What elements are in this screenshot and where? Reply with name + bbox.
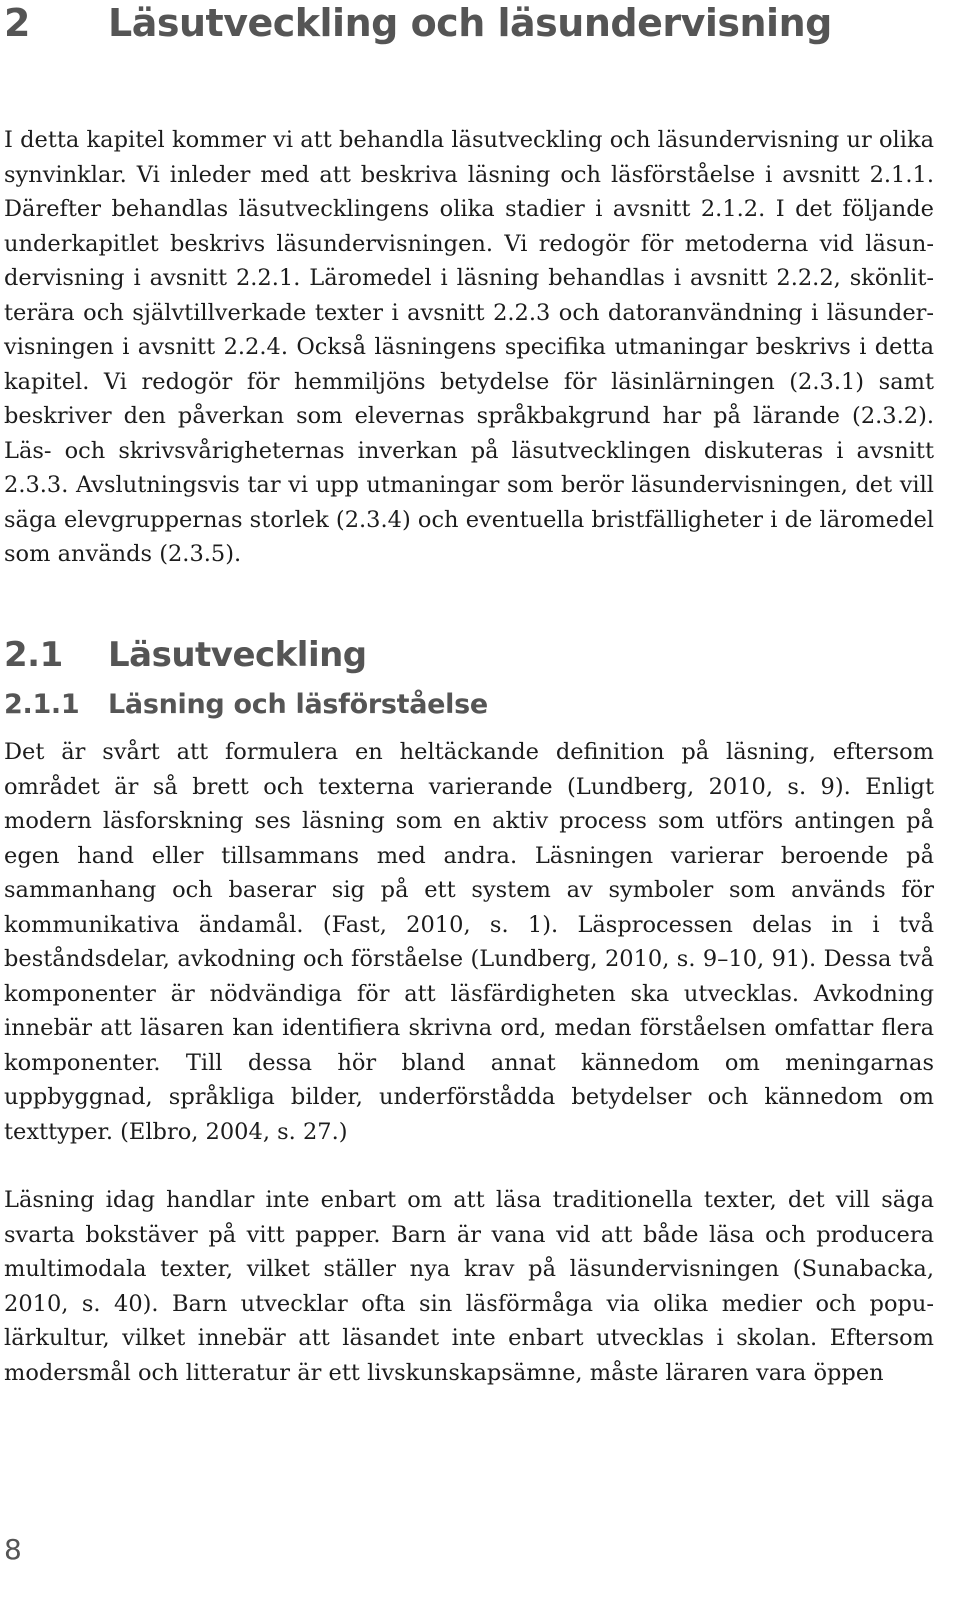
chapter-heading	[4, 0, 832, 46]
body-paragraph: Läsning idag handlar inte enbart om att läsa traditionella texter, det vill säga svarta bokstäver på vitt papper. Barn är vana vid att både läsa och producera multimodala texter, vilket ställer nya krav på läsundervisningen (Sunabacka, 2010, s. 40). Barn utvecklar ofta sin läsförmåga via olika medier och populärkultur, vilket innebär att läsandet inte enbart utvecklas i skolan. Eftersom modersmål och litteratur är ett livskunskapsämne, måste läraren vara öppen	[4, 1187, 934, 1386]
body-paragraph: Det är svårt att formulera en heltäckande definition på läsning, eftersom området är så brett och texterna varierande (Lundberg, 2010, s. 9). Enligt modern läsforskning ses läsning som en aktiv process som utförs antingen på egen hand eller tillsammans med andra. Läsningen varierar beroende på sammanhang och baserar sig på ett system av symboler som används för kommunikativa ändamål. (Fast, 2010, s. 1). Läsprocessen delas in i två beståndsdelar, avkodning och förståelse (Lundberg, 2010, s. 9–10, 91). Dessa två komponenter är nödvändiga för att läsfärdigheten ska utvecklas. Avkodning innebär att läsaren kan identifiera skrivna ord, medan förståelsen omfattar flera komponenter. Till dessa hör bland annat kännedom om meningarnas uppbyggnad, språkliga bilder, underförstådda betydelser och kännedom om texttyper. (Elbro, 2004, s. 27.)	[4, 739, 934, 1145]
section-number: 2.1	[4, 635, 63, 675]
intro-paragraph: I detta kapitel kommer vi att behandla läsutveckling och läsundervisning ur olika synvinklar. Vi inleder med att beskriva läsning och läsförståelse i avsnitt 2.1.1. Därefter behandlas läsutvecklingens olika stadier i avsnitt 2.1.2. I det följande underkapitlet beskrivs läsundervisningen. Vi redogör för metoderna vid läsundervisning i avsnitt 2.2.1. Läromedel i läsning behandlas i avsnitt 2.2.2, skönlitterära och självtillverkade texter i avsnitt 2.2.3 och datoranvändning i läsundervisningen i avsnitt 2.2.4. Också läsningens specifika utmaningar beskrivs i detta kapitel. Vi redogör för hemmiljöns betydelse för läsinlärningen (2.3.1) samt beskriver den påverkan som elevernas språkbakgrund har på lärande (2.3.2). Läs- och skrivsvårigheternas inverkan på läsutvecklingen diskuteras i avsnitt 2.3.3. Avslutningsvis tar vi upp utmaningar som berör läsundervisningen, det vill säga elevgruppernas storlek (2.3.4) och eventuella bristfälligheter i de läromedel som används (2.3.5).	[4, 127, 934, 567]
subsection-heading	[4, 687, 488, 723]
subsection-number: 2.1.1	[4, 689, 80, 720]
subsection-title: Läsning och läsförståelse	[108, 689, 488, 720]
chapter-title: Läsutveckling och läsundervisning	[108, 1, 832, 45]
section-heading	[4, 634, 367, 676]
chapter-number: 2	[4, 1, 30, 45]
section-title: Läsutveckling	[108, 635, 367, 675]
page-number: 8	[4, 1533, 22, 1566]
